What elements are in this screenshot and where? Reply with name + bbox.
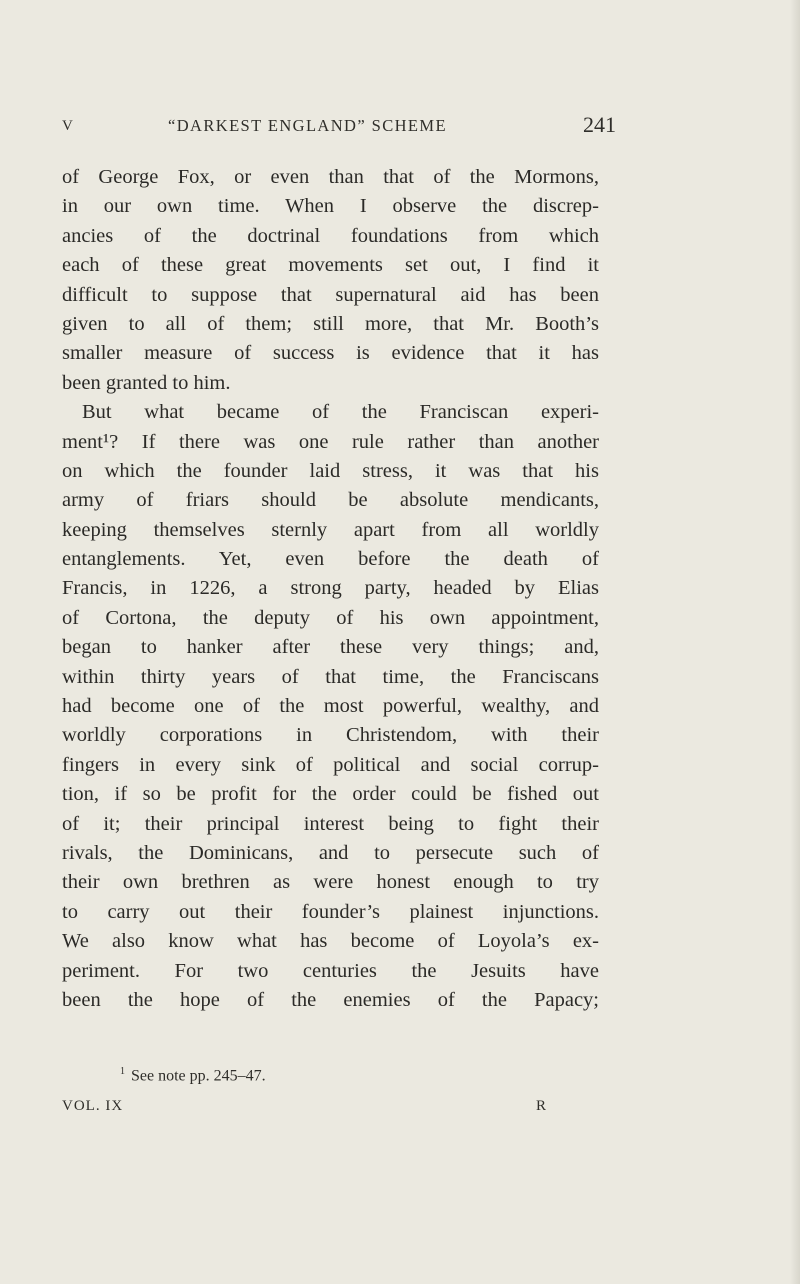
text-line: of Cortona, the deputy of his own appointment, [62, 606, 599, 629]
text-line: been granted to him. [62, 371, 231, 394]
text-line: ancies of the doctrinal foundations from which [62, 224, 599, 247]
text-line: of George Fox, or even than that of the Mormons, [62, 166, 599, 188]
signature-line [62, 1098, 599, 1120]
text-line: worldly corporations in Christendom, with their [62, 724, 599, 747]
text-line: had become one of the most powerful, wealthy, and [62, 695, 599, 718]
text-line: We also know what has become of Loyola’s ex- [62, 930, 599, 953]
chapter-numeral: V [62, 118, 74, 134]
page-edge-shadow [790, 0, 800, 1284]
text-line: to carry out their founder’s plainest injunctions. [62, 900, 599, 923]
text-line: smaller measure of success is evidence that it has [62, 342, 599, 365]
text-line: each of these great movements set out, I find it [62, 254, 599, 277]
gathering-letter: R [536, 1098, 548, 1114]
text-line: tion, if so be profit for the order could be fished out [62, 783, 599, 806]
text-line: ment¹? If there was one rule rather than another [62, 430, 599, 453]
footnote [120, 1066, 266, 1085]
text-line: fingers in every sink of political and social corrup- [62, 753, 599, 776]
text-line: entanglements. Yet, even before the death of [62, 548, 599, 571]
text-line: within thirty years of that time, the Franciscans [62, 665, 599, 688]
running-head [62, 112, 616, 142]
text-line: rivals, the Dominicans, and to persecute such of [62, 841, 599, 864]
text-line: But what became of the Franciscan experi- [82, 401, 599, 424]
text-line: their own brethren as were honest enough to try [62, 871, 599, 894]
body-text [62, 163, 599, 1015]
footnote-marker: 1 [120, 1066, 125, 1077]
text-line: in our own time. When I observe the discrep- [62, 195, 599, 218]
text-line: began to hanker after these very things; and, [62, 636, 599, 659]
volume-signature: VOL. IX [62, 1098, 124, 1114]
text-line: of it; their principal interest being to fight their [62, 812, 599, 835]
text-line: periment. For two centuries the Jesuits have [62, 959, 599, 982]
text-line: Francis, in 1226, a strong party, headed by Elias [62, 577, 599, 600]
text-line: keeping themselves sternly apart from all worldly [62, 518, 599, 541]
text-line: difficult to suppose that supernatural aid has been [62, 283, 599, 306]
text-line: given to all of them; still more, that Mr. Booth’s [62, 312, 599, 335]
page-number: 241 [583, 112, 616, 137]
text-line: been the hope of the enemies of the Papacy; [62, 988, 599, 1011]
text-line: army of friars should be absolute mendicants, [62, 489, 599, 512]
running-title: “DARKEST ENGLAND” SCHEME [168, 116, 447, 135]
footnote-text: See note pp. 245–47. [131, 1067, 266, 1085]
text-line: on which the founder laid stress, it was that his [62, 459, 599, 482]
